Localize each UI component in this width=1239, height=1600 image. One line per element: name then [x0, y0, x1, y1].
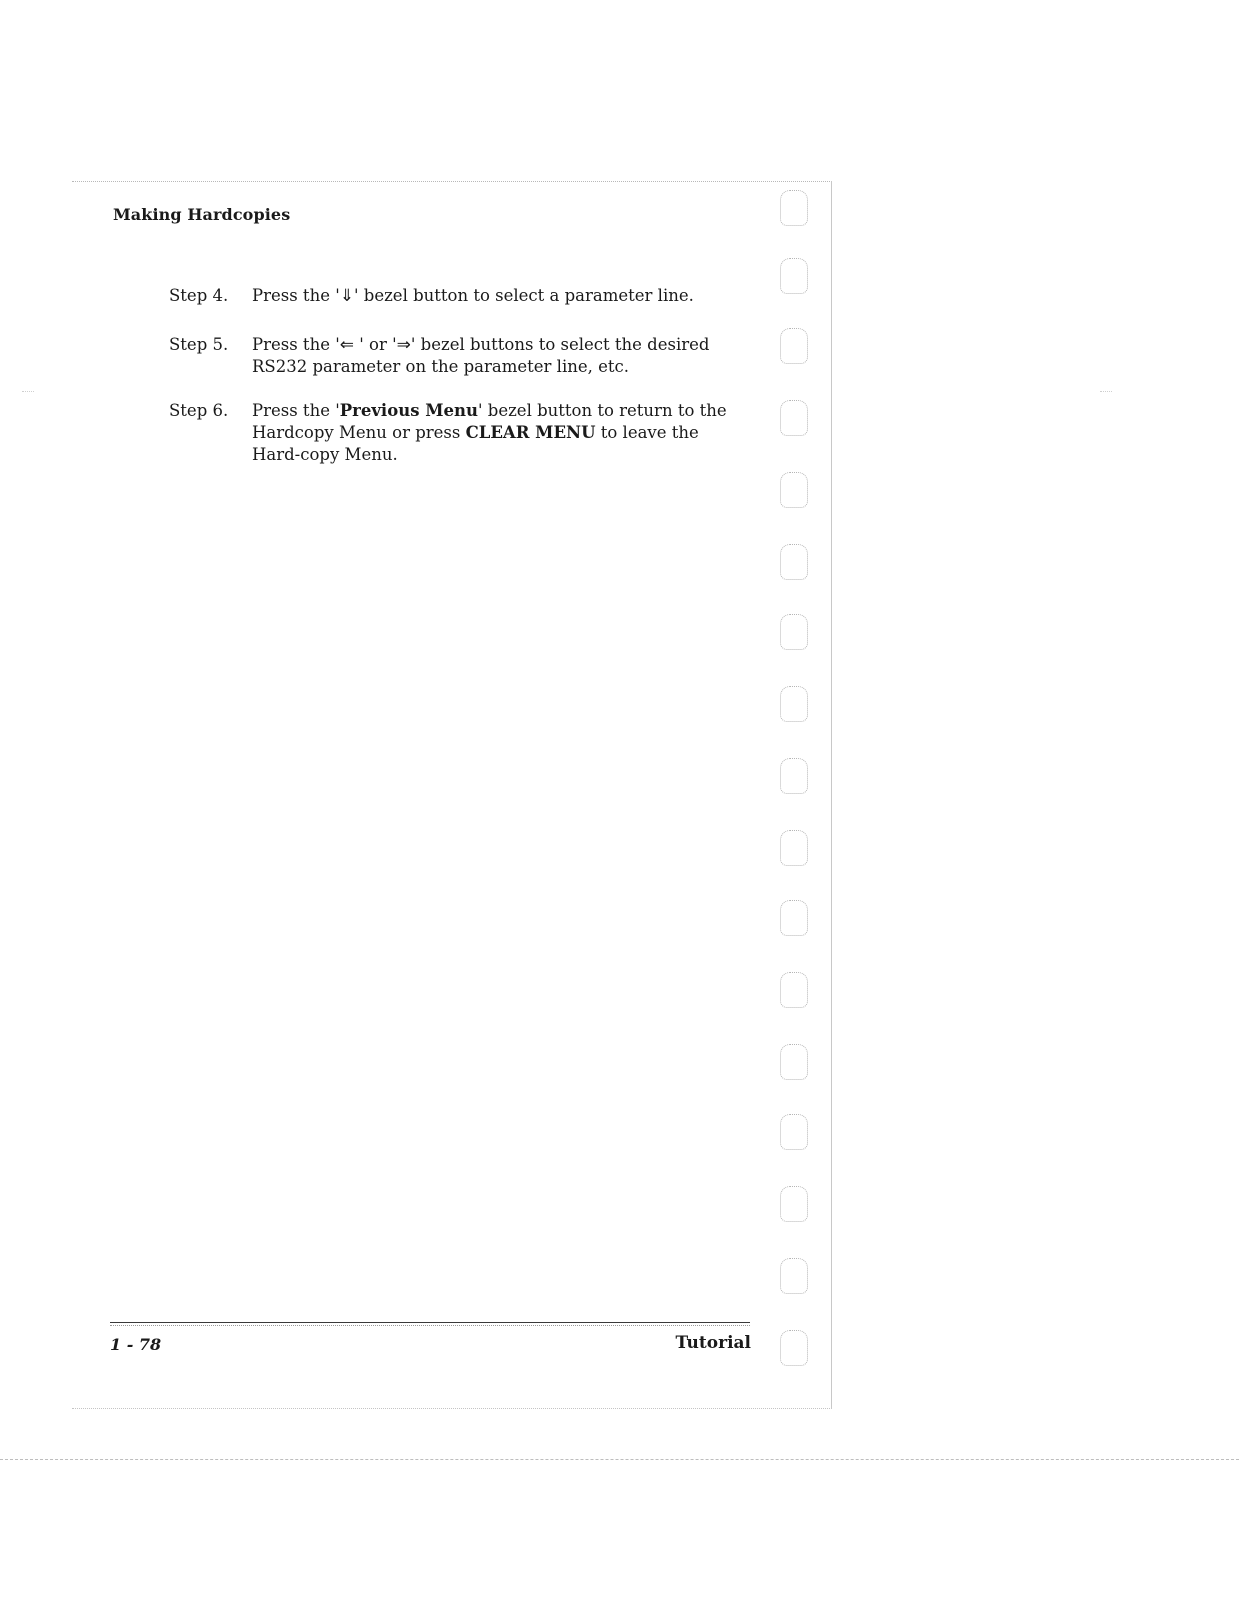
right-arrow-icon: ⇒ [396, 335, 411, 355]
binder-hole [780, 400, 808, 436]
binder-hole [780, 1044, 808, 1080]
footer-rule-shadow [110, 1325, 750, 1326]
step-text: Press the 'Previous Menu' bezel button to return to the Hardcopy Menu or press CLEAR MENU to leave the Hard-copy Menu. [252, 401, 727, 464]
down-arrow-icon: ⇓ [339, 286, 354, 306]
page-number: 1 - 78 [110, 1335, 162, 1354]
binder-hole [780, 1186, 808, 1222]
binder-hole [780, 972, 808, 1008]
step-text: Press the '⇓' bezel button to select a parameter line. [252, 286, 694, 306]
binder-hole [780, 686, 808, 722]
binder-holes [780, 190, 810, 1410]
page-top-edge [72, 181, 832, 182]
binder-hole [780, 1114, 808, 1150]
scan-mark [22, 391, 34, 392]
step-label: Step 4. [169, 286, 229, 305]
scan-border-line [0, 1459, 1239, 1460]
clear-menu-label: CLEAR MENU [465, 423, 596, 442]
section-name: Tutorial [675, 1333, 751, 1353]
page-right-edge [831, 181, 832, 1409]
binder-hole [780, 328, 808, 364]
binder-hole [780, 758, 808, 794]
binder-hole [780, 830, 808, 866]
previous-menu-label: Previous Menu [339, 401, 478, 420]
page-title: Making Hardcopies [113, 205, 291, 224]
binder-hole [780, 190, 808, 226]
footer-rule [110, 1322, 750, 1323]
binder-hole [780, 614, 808, 650]
binder-hole [780, 900, 808, 936]
binder-hole [780, 1330, 808, 1366]
binder-hole [780, 544, 808, 580]
step-label: Step 5. [169, 335, 229, 354]
binder-hole [780, 1258, 808, 1294]
binder-hole [780, 472, 808, 508]
step-label: Step 6. [169, 401, 229, 420]
binder-hole [780, 258, 808, 294]
scan-mark [1100, 391, 1112, 392]
left-arrow-icon: ⇐ [339, 335, 354, 355]
step-text: Press the '⇐ ' or '⇒' bezel buttons to select the desired RS232 parameter on the parameter line, etc. [252, 335, 710, 376]
page-bottom-edge [72, 1408, 832, 1409]
